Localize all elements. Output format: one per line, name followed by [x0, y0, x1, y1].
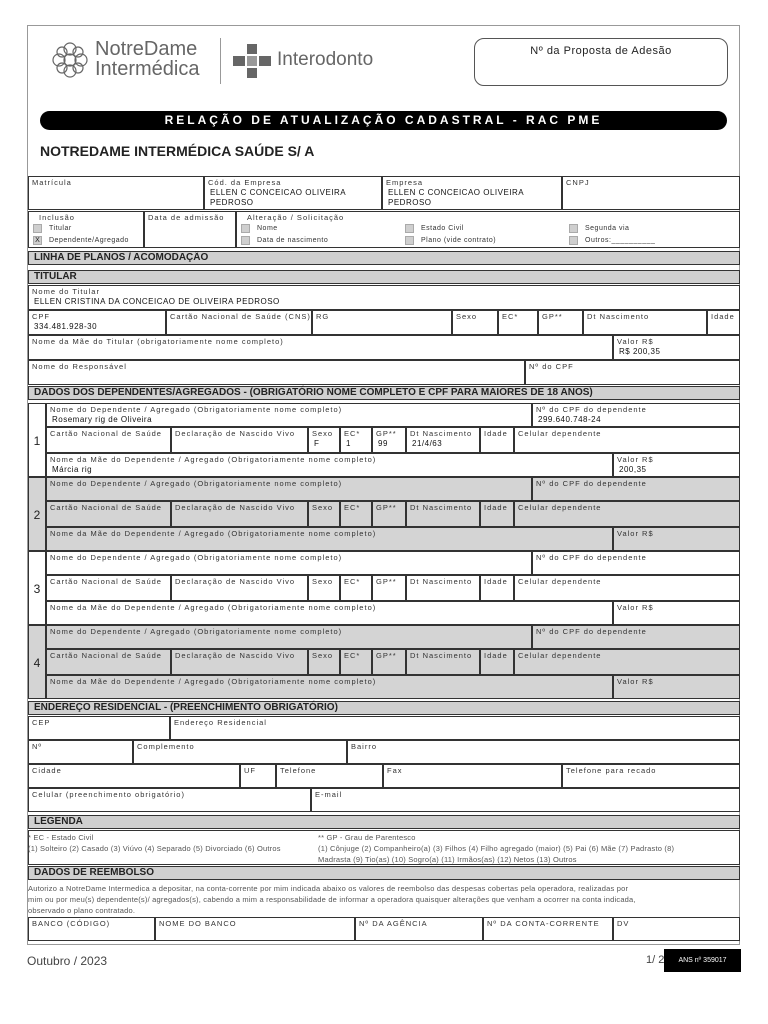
empresa-value: [388, 188, 524, 208]
dep1-cpf-field[interactable]: [532, 403, 740, 427]
dep1-sexo-label: Sexo: [312, 429, 334, 438]
agencia-field[interactable]: [355, 917, 483, 941]
dep4-cpf-field[interactable]: [532, 625, 740, 649]
data-admissao-field[interactable]: [144, 211, 236, 248]
dep3-dt-field[interactable]: [406, 575, 480, 601]
reembolso-line3: observado o plano contratado.: [28, 906, 136, 915]
email-field[interactable]: [311, 788, 740, 812]
titular-cns-field[interactable]: [166, 310, 312, 335]
legenda-ec-title: * EC - Estado Civil: [28, 833, 94, 842]
legenda-ec-values: (1) Solteiro (2) Casado (3) Viúvo (4) Separado (5) Divorciado (6) Outros: [28, 844, 281, 853]
dep3-cel-label: Celular dependente: [518, 577, 602, 586]
dep3-cpf-label: Nº do CPF do dependente: [536, 553, 647, 562]
dep4-cns-field[interactable]: [46, 649, 171, 675]
dep2-gp-label: GP**: [376, 503, 397, 512]
legenda-gp-title: ** GP - Grau de Parentesco: [318, 833, 416, 842]
dep3-sexo-label: Sexo: [312, 577, 334, 586]
cnpj-label: CNPJ: [566, 178, 590, 187]
bairro-field[interactable]: [347, 740, 740, 764]
dep3-nome-label: Nome do Dependente / Agregado (Obrigatoriamente nome completo): [50, 553, 343, 562]
dep2-valor-field[interactable]: [613, 527, 740, 551]
dep3-valor-field[interactable]: [613, 601, 740, 625]
cidade-label: Cidade: [32, 766, 62, 775]
dep4-sexo-label: Sexo: [312, 651, 334, 660]
celular-field[interactable]: [28, 788, 311, 812]
dep1-cel-label: Celular dependente: [518, 429, 602, 438]
bairro-label: Bairro: [351, 742, 378, 751]
dep1-nome-field[interactable]: [46, 403, 532, 427]
responsavel-label: Nome do Responsável: [32, 362, 127, 371]
dep2-cpf-field[interactable]: [532, 477, 740, 501]
titular-mae-field[interactable]: [28, 335, 613, 360]
numero-label: Nº: [32, 742, 43, 751]
responsavel-field[interactable]: [28, 360, 525, 385]
plano-checkbox-label: Plano (vide contrato): [421, 237, 497, 244]
dep1-gp-field[interactable]: [372, 427, 406, 453]
dep3-valor-label: Valor R$: [617, 603, 654, 612]
titular-ec-label: EC*: [502, 312, 519, 321]
dep1-mae-label: Nome da Mãe do Dependente / Agregado (Obrigatoriamente nome completo): [50, 455, 377, 464]
dep1-number: [28, 403, 46, 477]
dep1-dnv-field[interactable]: [171, 427, 308, 453]
dep3-dt-label: Dt Nascimento: [410, 577, 473, 586]
dep1-ec-field[interactable]: [340, 427, 372, 453]
dep4-mae-label: Nome da Mãe do Dependente / Agregado (Obrigatoriamente nome completo): [50, 677, 377, 686]
dep1-idade-label: Idade: [484, 429, 508, 438]
nome-banco-field[interactable]: [155, 917, 355, 941]
titular-valor-field[interactable]: [613, 335, 740, 360]
dep2-cel-label: Celular dependente: [518, 503, 602, 512]
dep3-dnv-label: Declaração de Nascido Vivo: [175, 577, 296, 586]
dep3-cns-field[interactable]: [46, 575, 171, 601]
dep4-cel-label: Celular dependente: [518, 651, 602, 660]
titular-checkbox[interactable]: [33, 224, 42, 233]
outros-checkbox-label: Outros:__________: [585, 237, 656, 244]
titular-cpf-label: CPF: [32, 312, 50, 321]
titular-nome-label: Nome do Titular: [32, 287, 100, 296]
dep2-nome-label: Nome do Dependente / Agregado (Obrigatoriamente nome completo): [50, 479, 343, 488]
dep2-dt-field[interactable]: [406, 501, 480, 527]
data-admissao-label: Data de admissão: [148, 213, 225, 222]
empresa-line1: ELLEN C CONCEICAO OLIVEIRA: [388, 188, 525, 197]
dep4-nome-field[interactable]: [46, 625, 532, 649]
dep1-mae-field[interactable]: [46, 453, 613, 477]
dep1-dnv-label: Declaração de Nascido Vivo: [175, 429, 296, 438]
dependente-checkbox-label: Dependente/Agregado: [49, 237, 129, 244]
titular-cpf-field[interactable]: [28, 310, 166, 335]
dep1-valor-label: Valor R$: [617, 455, 654, 464]
dep1-dt-label: Dt Nascimento: [410, 429, 473, 438]
cidade-field[interactable]: [28, 764, 240, 788]
data-nasc-checkbox-label: Data de nascimento: [257, 237, 329, 244]
dep2-cns-field[interactable]: [46, 501, 171, 527]
titular-valor-value: R$ 200,35: [619, 347, 661, 356]
titular-gp-field[interactable]: [538, 310, 583, 335]
dep1-idade-field[interactable]: [480, 427, 514, 453]
dep3-gp-field[interactable]: [372, 575, 406, 601]
dep4-ec-label: EC*: [344, 651, 361, 660]
proposal-number-box[interactable]: [474, 38, 728, 86]
company-name: NOTREDAME INTERMÉDICA SAÚDE S/ A: [40, 143, 315, 159]
segunda-via-checkbox-label: Segunda via: [585, 225, 630, 232]
empresa-line2: PEDROSO: [388, 198, 432, 207]
reembolso-text: [28, 883, 740, 916]
estado-civil-checkbox[interactable]: [405, 224, 414, 233]
section-legenda: LEGENDA: [28, 815, 740, 829]
data-nasc-checkbox[interactable]: [241, 236, 250, 245]
dep4-nome-label: Nome do Dependente / Agregado (Obrigatoriamente nome completo): [50, 627, 343, 636]
dep1-dt-field[interactable]: [406, 427, 480, 453]
dep4-idade-label: Idade: [484, 651, 508, 660]
dep3-ec-label: EC*: [344, 577, 361, 586]
agencia-label: Nº DA AGÊNCIA: [359, 919, 428, 928]
dep2-sexo-field[interactable]: [308, 501, 340, 527]
dep4-gp-field[interactable]: [372, 649, 406, 675]
logo2-text: Interodonto: [277, 49, 374, 70]
dep3-number-text: 3: [33, 582, 41, 596]
dep2-dnv-field[interactable]: [171, 501, 308, 527]
dep1-ec-value: 1: [346, 439, 351, 448]
dep4-number: [28, 625, 46, 699]
plano-checkbox[interactable]: [405, 236, 414, 245]
dep4-dt-label: Dt Nascimento: [410, 651, 473, 660]
dep1-cpf-value: 299.640.748-24: [538, 415, 602, 424]
dep3-sexo-field[interactable]: [308, 575, 340, 601]
dep1-cpf-label: Nº do CPF do dependente: [536, 405, 647, 414]
titular-idade-field[interactable]: [707, 310, 740, 335]
cross-icon: [233, 44, 273, 78]
recado-field[interactable]: [562, 764, 740, 788]
dep4-dnv-field[interactable]: [171, 649, 308, 675]
legenda-gp-values2: Madrasta (9) Tio(as) (10) Sogro(a) (11) Irmãos(as) (12) Netos (13) Outros: [318, 855, 577, 864]
dv-label: DV: [617, 919, 630, 928]
titular-mae-label: Nome da Mãe do Titular (obrigatoriamente nome completo): [32, 337, 284, 346]
dep1-valor-field[interactable]: [613, 453, 740, 477]
dep2-cns-label: Cartão Nacional de Saúde: [50, 503, 162, 512]
matricula-field[interactable]: [28, 176, 204, 210]
inclusao-label: Inclusão: [39, 213, 75, 222]
dep3-gp-label: GP**: [376, 577, 397, 586]
dep2-mae-label: Nome da Mãe do Dependente / Agregado (Obrigatoriamente nome completo): [50, 529, 377, 538]
titular-rg-field[interactable]: [312, 310, 452, 335]
titular-sexo-field[interactable]: [452, 310, 498, 335]
titular-cpf-value: 334.481.928-30: [34, 322, 98, 331]
dependente-check-mark: X: [35, 237, 40, 244]
dep4-valor-field[interactable]: [613, 675, 740, 699]
dep2-gp-field[interactable]: [372, 501, 406, 527]
cod-empresa-value: [210, 188, 346, 208]
empresa-field[interactable]: [382, 176, 562, 210]
matricula-label: Matrícula: [32, 178, 72, 187]
telefone-field[interactable]: [276, 764, 383, 788]
titular-ec-field[interactable]: [498, 310, 538, 335]
section-linha-planos: LINHA DE PLANOS / ACOMODAÇÃO: [28, 251, 740, 265]
dep3-cel-field[interactable]: [514, 575, 740, 601]
titular-sexo-label: Sexo: [456, 312, 478, 321]
dep4-cpf-label: Nº do CPF do dependente: [536, 627, 647, 636]
dep4-sexo-field[interactable]: [308, 649, 340, 675]
segunda-via-checkbox[interactable]: [569, 224, 578, 233]
dep2-nome-field[interactable]: [46, 477, 532, 501]
footer-date: Outubro / 2023: [27, 954, 108, 968]
dep2-dnv-label: Declaração de Nascido Vivo: [175, 503, 296, 512]
dep1-cns-label: Cartão Nacional de Saúde: [50, 429, 162, 438]
nome-checkbox[interactable]: [241, 224, 250, 233]
section-titular: TITULAR: [28, 270, 740, 284]
dep2-valor-label: Valor R$: [617, 529, 654, 538]
uf-field[interactable]: [240, 764, 276, 788]
dep2-sexo-label: Sexo: [312, 503, 334, 512]
numero-field[interactable]: [28, 740, 133, 764]
logo1-line1: NotreDame: [95, 38, 198, 60]
dep2-ec-label: EC*: [344, 503, 361, 512]
legenda-ec: [28, 832, 281, 854]
titular-dt-field[interactable]: [583, 310, 707, 335]
endereco-field[interactable]: [170, 716, 740, 740]
proposal-label: Nº da Proposta de Adesão: [530, 45, 672, 57]
dep4-number-text: 4: [33, 656, 41, 670]
legenda-gp: [318, 832, 674, 865]
conta-label: Nº DA CONTA-CORRENTE: [487, 919, 600, 928]
banco-field[interactable]: [28, 917, 155, 941]
empresa-label: Empresa: [386, 178, 424, 187]
dep1-cns-field[interactable]: [46, 427, 171, 453]
section-dependentes: DADOS DOS DEPENDENTES/AGREGADOS - (OBRIGATÓRIO NOME COMPLETO E CPF PARA MAIORES DE 18 ANOS): [28, 386, 740, 400]
dep3-mae-label: Nome da Mãe do Dependente / Agregado (Obrigatoriamente nome completo): [50, 603, 377, 612]
titular-idade-label: Idade: [711, 312, 735, 321]
flower-icon: [50, 40, 90, 80]
dep3-number: [28, 551, 46, 625]
conta-field[interactable]: [483, 917, 613, 941]
dependente-checkbox[interactable]: [33, 236, 42, 245]
dep1-gp-value: 99: [378, 439, 388, 448]
complemento-label: Complemento: [137, 742, 195, 751]
endereco-label: Endereço Residencial: [174, 718, 267, 727]
dep4-dt-field[interactable]: [406, 649, 480, 675]
reembolso-line1: Autorizo a NotreDame Intermedica a depositar, na conta-corrente por mim indicada abaixo os valores de reembolso das despesas cobertas pela operadora, realizadas por: [28, 884, 629, 893]
dep1-number-text: 1: [33, 434, 41, 448]
outros-checkbox[interactable]: [569, 236, 578, 245]
cod-empresa-line2: PEDROSO: [210, 198, 254, 207]
recado-label: Telefone para recado: [566, 766, 657, 775]
dep2-cel-field[interactable]: [514, 501, 740, 527]
dep4-gp-label: GP**: [376, 651, 397, 660]
dep1-gp-label: GP**: [376, 429, 397, 438]
alteracao-label: Alteração / Solicitação: [247, 213, 345, 222]
fax-label: Fax: [387, 766, 403, 775]
form-title: RELAÇÃO DE ATUALIZAÇÃO CADASTRAL - RAC PME: [40, 111, 727, 130]
dep3-mae-field[interactable]: [46, 601, 613, 625]
dep4-dnv-label: Declaração de Nascido Vivo: [175, 651, 296, 660]
cnpj-field[interactable]: [562, 176, 740, 210]
dv-field[interactable]: [613, 917, 740, 941]
dep1-dt-value: 21/4/63: [412, 439, 443, 448]
dep2-idade-field[interactable]: [480, 501, 514, 527]
cod-empresa-label: Cód. da Empresa: [208, 178, 282, 187]
dep1-mae-value: Márcia rig: [52, 465, 93, 474]
cod-empresa-line1: ELLEN C CONCEICAO OLIVEIRA: [210, 188, 347, 197]
dep3-idade-field[interactable]: [480, 575, 514, 601]
dep2-number-text: 2: [33, 508, 41, 522]
dep4-cns-label: Cartão Nacional de Saúde: [50, 651, 162, 660]
reembolso-line2: mim ou por meu(s) dependente(s)/ agregados(s), cabendo a mim a responsabilidade de informar a operadora quaisquer alterações que venham a ocorrer na conta indicada,: [28, 895, 636, 904]
responsavel-cpf-field[interactable]: [525, 360, 740, 385]
dep1-nome-value: Rosemary rig de Oliveira: [52, 415, 153, 424]
dep1-sexo-value: F: [314, 439, 320, 448]
titular-nome-value: ELLEN CRISTINA DA CONCEICAO DE OLIVEIRA PEDROSO: [34, 297, 280, 306]
celular-label: Celular (preenchimento obrigatório): [32, 790, 185, 799]
footer-page: 1/ 2: [646, 954, 665, 966]
banco-label: BANCO (CÓDIGO): [32, 919, 111, 928]
dep4-ec-field[interactable]: [340, 649, 372, 675]
dep3-cns-label: Cartão Nacional de Saúde: [50, 577, 162, 586]
fax-field[interactable]: [383, 764, 562, 788]
cod-empresa-field[interactable]: [204, 176, 382, 210]
telefone-label: Telefone: [280, 766, 317, 775]
titular-rg-label: RG: [316, 312, 330, 321]
cep-field[interactable]: [28, 716, 170, 740]
interodonto-logo: [233, 44, 393, 78]
ans-badge: ANS nº 359017: [664, 949, 741, 972]
uf-label: UF: [244, 766, 256, 775]
titular-dt-label: Dt Nascimento: [587, 312, 650, 321]
dep3-nome-field[interactable]: [46, 551, 532, 575]
section-endereco: ENDEREÇO RESIDENCIAL - (PREENCHIMENTO OBRIGATÓRIO): [28, 701, 740, 715]
dep1-ec-label: EC*: [344, 429, 361, 438]
titular-gp-label: GP**: [542, 312, 563, 321]
titular-checkbox-label: Titular: [49, 225, 72, 232]
titular-nome-field[interactable]: [28, 285, 740, 310]
dep1-sexo-field[interactable]: [308, 427, 340, 453]
legenda-gp-values1: (1) Cônjuge (2) Companheiro(a) (3) Filhos (4) Filho agregado (maior) (5) Pai (6) Mãe (7) Padrasto (8): [318, 844, 675, 853]
notredame-logo: [50, 38, 210, 84]
cep-label: CEP: [32, 718, 51, 727]
dep1-valor-value: 200,35: [619, 465, 647, 474]
complemento-field[interactable]: [133, 740, 347, 764]
dep2-idade-label: Idade: [484, 503, 508, 512]
dep4-idade-field[interactable]: [480, 649, 514, 675]
nome-checkbox-label: Nome: [257, 225, 278, 232]
dep2-cpf-label: Nº do CPF do dependente: [536, 479, 647, 488]
dep4-mae-field[interactable]: [46, 675, 613, 699]
dep3-cpf-field[interactable]: [532, 551, 740, 575]
logo-divider: [220, 38, 221, 84]
email-label: E-mail: [315, 790, 343, 799]
dep3-ec-field[interactable]: [340, 575, 372, 601]
dep4-valor-label: Valor R$: [617, 677, 654, 686]
responsavel-cpf-label: Nº do CPF: [529, 362, 574, 371]
dep3-idade-label: Idade: [484, 577, 508, 586]
titular-cns-label: Cartão Nacional de Saúde (CNS): [170, 312, 311, 321]
dep3-dnv-field[interactable]: [171, 575, 308, 601]
dep2-mae-field[interactable]: [46, 527, 613, 551]
dep2-dt-label: Dt Nascimento: [410, 503, 473, 512]
dep1-nome-label: Nome do Dependente / Agregado (Obrigatoriamente nome completo): [50, 405, 343, 414]
estado-civil-checkbox-label: Estado Civil: [421, 225, 464, 232]
dep2-ec-field[interactable]: [340, 501, 372, 527]
nome-banco-label: NOME DO BANCO: [159, 919, 237, 928]
titular-valor-label: Valor R$: [617, 337, 654, 346]
logo1-line2: Intermédica: [95, 58, 200, 80]
dep2-number: [28, 477, 46, 551]
section-reembolso: DADOS DE REEMBOLSO: [28, 866, 740, 880]
dep1-cel-field[interactable]: [514, 427, 740, 453]
dep4-cel-field[interactable]: [514, 649, 740, 675]
